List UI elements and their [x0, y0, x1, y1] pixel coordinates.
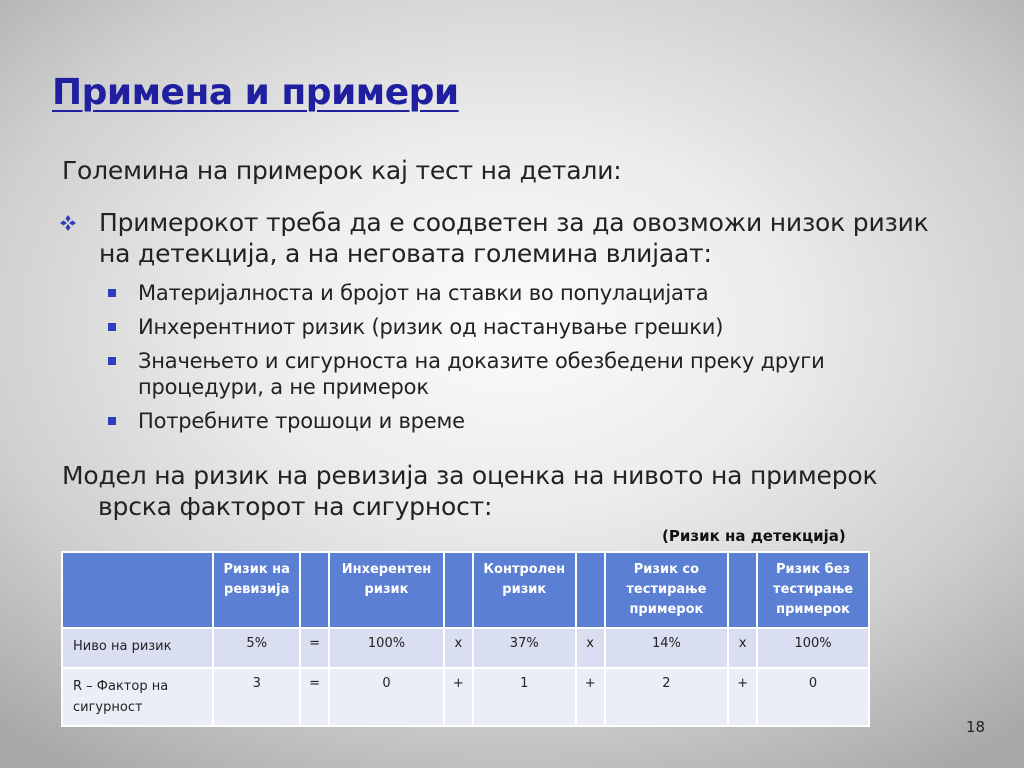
table-caption: (Ризик на детекција) — [662, 527, 846, 545]
risk-model-table — [61, 551, 870, 727]
table-cell: 0 — [757, 668, 869, 726]
header-cell — [300, 552, 329, 628]
slide-title: Примена и примери — [52, 72, 459, 113]
table-row — [62, 668, 869, 726]
model-text: Модел на ризик на ревизија за оценка на нивото на примерок врска факторот на сигурност: — [62, 461, 878, 521]
sub-bullet-text: Значењето и сигурноста на доказите обезбедени преку други процедури, а не примерок — [138, 349, 825, 399]
header-cell — [728, 552, 757, 628]
sub-bullet-text: Инхерентниот ризик (ризик од настанување грешки) — [138, 315, 724, 339]
header-cell: Контролен ризик — [473, 552, 576, 628]
table-cell: x — [728, 628, 757, 668]
square-bullet-icon — [108, 417, 116, 425]
sub-bullet-3 — [138, 348, 898, 400]
table-cell: 100% — [757, 628, 869, 668]
table-cell: 100% — [329, 628, 444, 668]
table-cell: + — [576, 668, 605, 726]
table-cell: x — [444, 628, 473, 668]
table-cell: 2 — [605, 668, 729, 726]
table-cell: 14% — [605, 628, 729, 668]
table-cell: = — [300, 668, 329, 726]
row-label: R – Фактор на сигурност — [62, 668, 213, 726]
main-bullet-text: Примерокот треба да е соодветен за да овозможи низок ризик на детекција, а на неговата големина влијаат: — [99, 208, 929, 268]
header-cell — [444, 552, 473, 628]
table-cell: + — [728, 668, 757, 726]
table-cell: 1 — [473, 668, 576, 726]
page-number: 18 — [966, 718, 986, 736]
header-cell: Ризик без тестирање примерок — [757, 552, 869, 628]
header-cell — [576, 552, 605, 628]
header-cell: Ризик на ревизија — [213, 552, 300, 628]
table-cell: 0 — [329, 668, 444, 726]
table-cell: + — [444, 668, 473, 726]
table-header-row — [62, 552, 869, 628]
table-cell: 37% — [473, 628, 576, 668]
intro-text: Големина на примерок кај тест на детали: — [62, 156, 622, 185]
header-cell — [62, 552, 213, 628]
sub-bullet-text: Потребните трошоци и време — [138, 409, 465, 433]
main-bullet — [99, 207, 929, 269]
table-cell: x — [576, 628, 605, 668]
header-cell: Инхерентен ризик — [329, 552, 444, 628]
square-bullet-icon — [108, 323, 116, 331]
square-bullet-icon — [108, 357, 116, 365]
diamond-bullet-icon — [59, 214, 77, 232]
sub-bullet-text: Материјалноста и бројот на ставки во популацијата — [138, 281, 709, 305]
row-label: Ниво на ризик — [62, 628, 213, 668]
square-bullet-icon — [108, 289, 116, 297]
header-cell: Ризик со тестирање примерок — [605, 552, 729, 628]
sub-bullet-1 — [138, 280, 898, 306]
table-row — [62, 628, 869, 668]
table-cell: 5% — [213, 628, 300, 668]
table-cell: = — [300, 628, 329, 668]
sub-bullet-4 — [138, 408, 898, 434]
sub-bullet-2 — [138, 314, 898, 340]
table-cell: 3 — [213, 668, 300, 726]
